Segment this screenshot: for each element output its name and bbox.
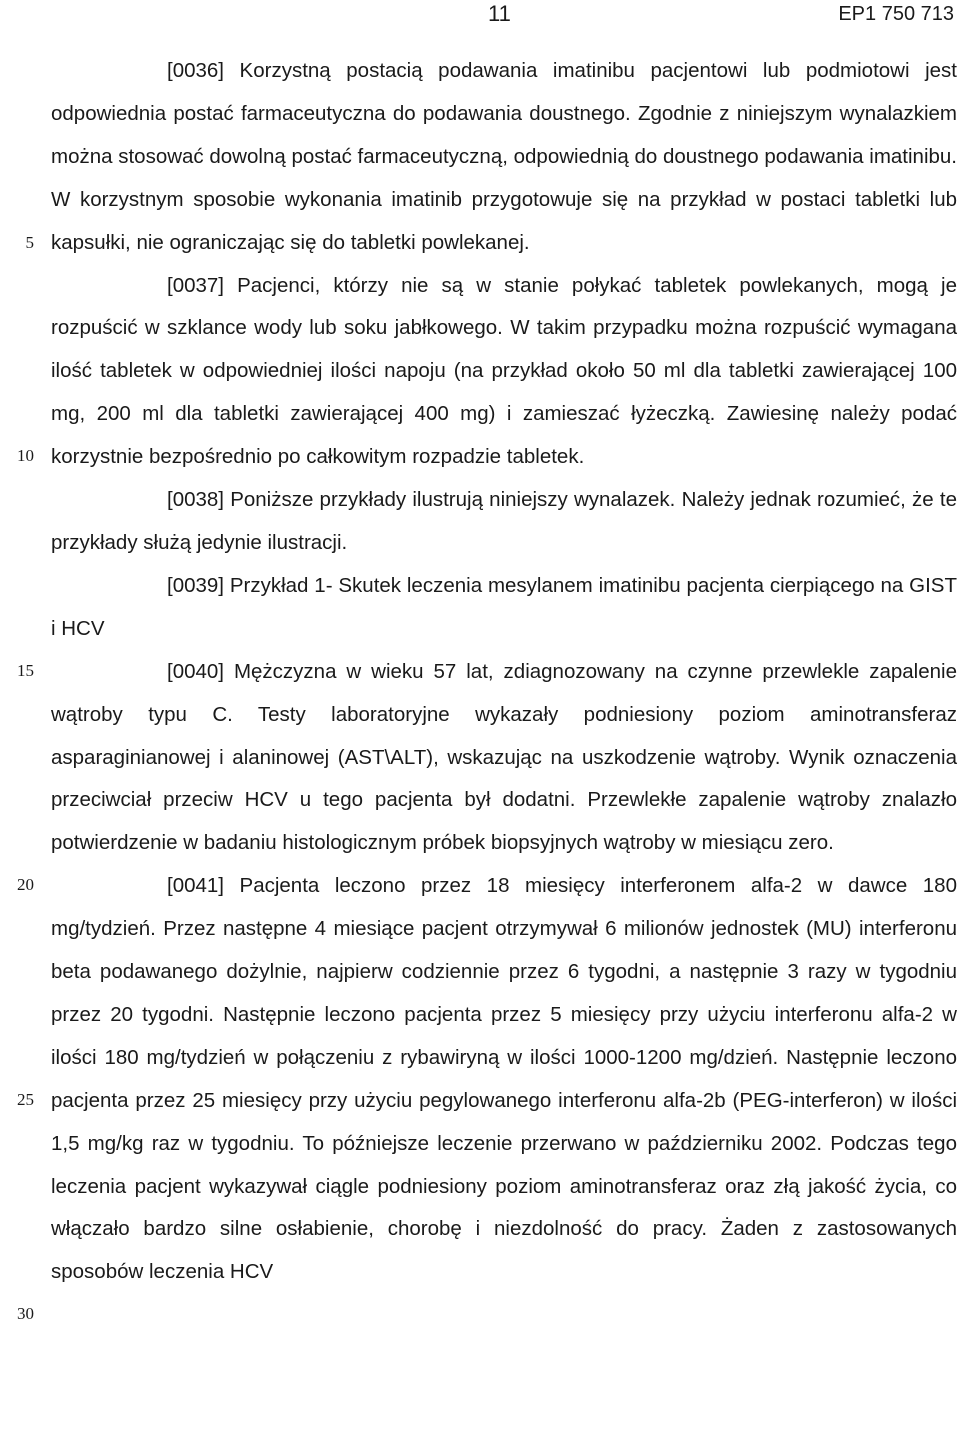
paragraph-number: [0038] (167, 488, 224, 512)
line-number: 20 (17, 875, 34, 894)
page-number: 11 (488, 1, 511, 26)
paragraph-number: [0039] (167, 573, 224, 597)
document-id: EP1 750 713 (838, 3, 954, 25)
paragraph-text: Pacjenta leczono przez 18 miesięcy interferonem alfa-2 w dawce 180 mg/tydzień. Przez następne 4 miesiące pacjent otrzymywał 6 milionów jednostek (MU) interferonu beta podawanego dożylnie, najpierw codziennie przez 6 tygodni, a następnie 3 razy w tygodniu przez 20 tygodni. Następnie leczono pacjenta przez 5 miesięcy przy użyciu interferonu alfa-2 w ilości 180 mg/tydzień w połączeniu z rybawiryną w ilości 1000-1200 mg/dzień. Następnie leczono pacjenta przez 25 miesięcy przy użyciu pegylowanego interferonu alfa-2b (PEG-interferon) w ilości 1,5 mg/kg raz w tygodniu. To późniejsze leczenie przerwano w październiku 2002. Podczas tego leczenia pacjent wykazywał ciągle podniesiony poziom aminotransferaz oraz złą jakość życia, co włączało bardzo silne osłabienie, chorobę i niezdolność do pracy. Żaden z zastosowanych sposobów leczenia HCV (51, 874, 957, 1284)
paragraph-0041 (51, 865, 957, 1294)
paragraph-0039 (51, 565, 957, 651)
line-number: 5 (25, 233, 34, 252)
paragraph-number: [0040] (167, 659, 224, 683)
paragraph-text: Przykład 1- Skutek leczenia mesylanem imatinibu pacjenta cierpiącego na GIST i HCV (51, 573, 957, 640)
paragraph-text: Pacjenci, którzy nie są w stanie połykać tabletek powlekanych, mogą je rozpuścić w szklance wody lub soku jabłkowego. W takim przypadku można rozpuścić wymagana ilość tabletek w odpowiedniej ilości napoju (na przykład około 50 ml dla tabletki zawierającej 100 mg, 200 ml dla tabletki zawierającej 400 mg) i zamieszać łyżeczką. Zawiesinę należy podać korzystnie bezpośrednio po całkowitym rozpadzie tabletek. (51, 273, 957, 469)
line-number: 30 (17, 1304, 34, 1323)
paragraph-text: Korzystną postacią podawania imatinibu pacjentowi lub podmiotowi jest odpowiednia postać farmaceutyczna do podawania doustnego. Zgodnie z niniejszym wynalazkiem można stosować dowolną postać farmaceutyczną, odpowiednią do doustnego podawania imatinibu. W korzystnym sposobie wykonania imatinib przygotowuje się na przykład w postaci tabletki lub kapsułki, nie ograniczając się do tabletki powlekanej. (51, 59, 957, 254)
paragraph-0037 (51, 265, 957, 480)
document-body (51, 50, 957, 1294)
paragraph-number: [0041] (167, 874, 224, 898)
paragraph-0040 (51, 651, 957, 866)
paragraph-0038 (51, 479, 957, 565)
paragraph-text: Poniższe przykłady ilustrują niniejszy wynalazek. Należy jednak rozumieć, że te przykłady służą jedynie ilustracji. (51, 488, 957, 554)
line-number: 15 (17, 661, 34, 680)
line-number: 10 (17, 446, 34, 465)
paragraph-number: [0036] (167, 59, 224, 82)
paragraph-text: Mężczyzna w wieku 57 lat, zdiagnozowany na czynne przewlekle zapalenie wątroby typu C. Testy laboratoryjne wykazały podniesiony poziom aminotransferaz asparaginianowej i alaninowej (AST\ALT), wskazując na uszkodzenie wątroby. Wynik oznaczenia przeciwciał przeciw HCV u tego pacjenta był dodatni. Przewlekłe zapalenie wątroby znalazło potwierdzenie w badaniu histologicznym próbek biopsyjnych wątroby w miesiącu zero. (51, 659, 957, 855)
margin-line-numbers (0, 0, 40, 1456)
page-header (0, 0, 960, 30)
line-number: 25 (17, 1090, 34, 1109)
paragraph-number: [0037] (167, 273, 224, 297)
paragraph-0036 (51, 50, 957, 265)
